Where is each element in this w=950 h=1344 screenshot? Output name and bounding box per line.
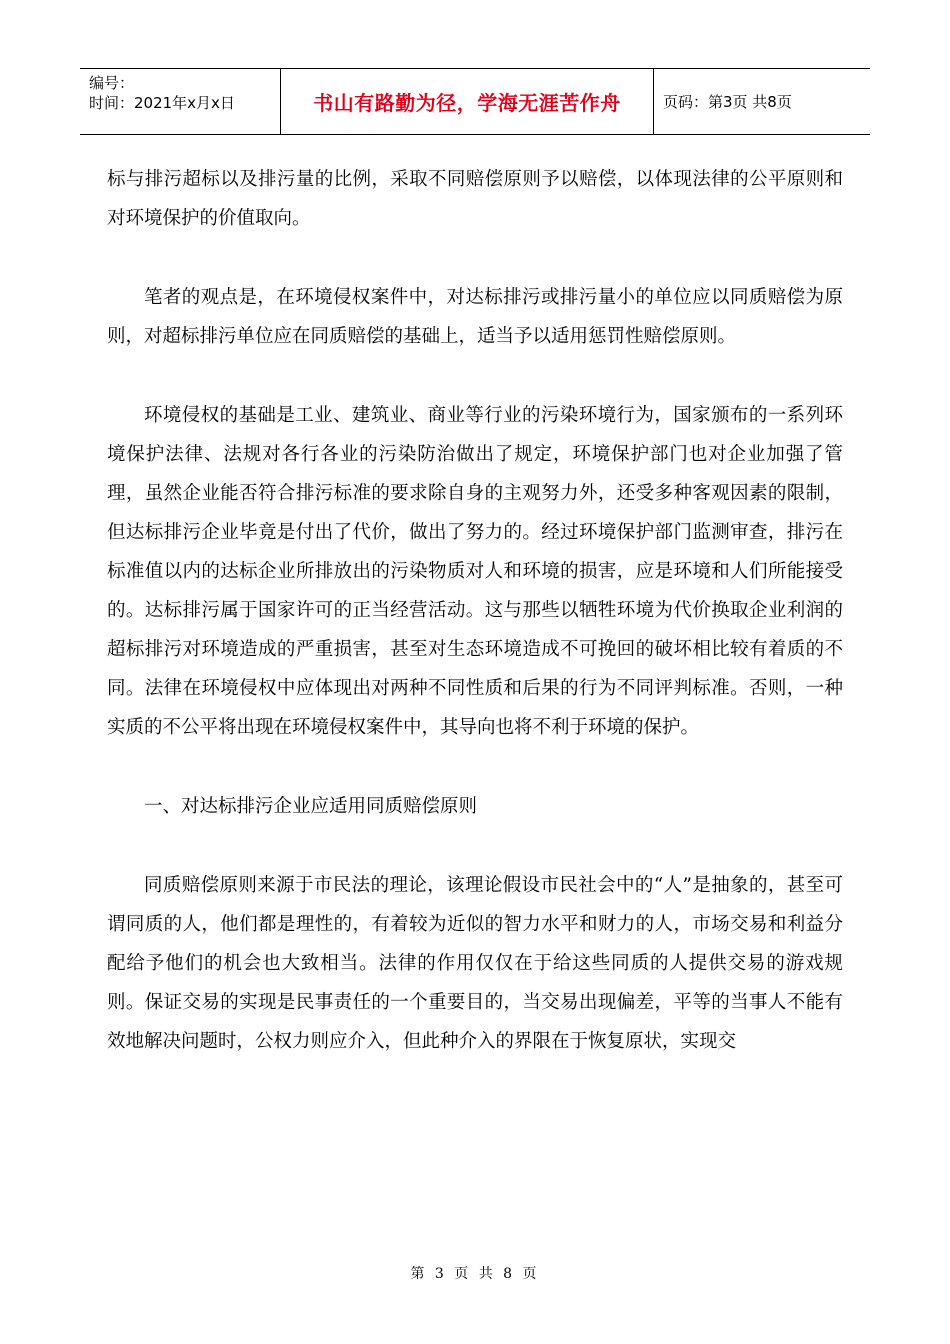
section-heading: 一、对达标排污企业应适用同质赔偿原则 (144, 796, 478, 817)
header-meta-cell (80, 69, 281, 134)
document-body (107, 160, 843, 1061)
paragraph-basis: 环境侵权的基础是工业、建筑业、商业等行业的污染环境行为，国家颁布的一系列环境保护法律、法规对各行各业的污染防治做出了规定，环境保护部门也对企业加强了管理，虽然企业能否符合排污标准的要求除自身的主观努力外，还受多种客观因素的限制，但达标排污企业毕竟是付出了代价，做出了努力的。经过环境保护部门监测审查，排污在标准值以内的达标企业所排放出的污染物质对人和环境的损害，应是环境和人们所能接受的。达标排污属于国家许可的正当经营活动。这与那些以牺牲环境为代价换取企业利润的超标排污对环境造成的严重损害，甚至对生态环境造成不可挽回的破坏相比较有着质的不同。法律在环境侵权中应体现出对两种不同性质和后果的行为不同评判标准。否则，一种实质的不公平将出现在环境侵权案件中，其导向也将不利于环境的保护。 (107, 405, 843, 738)
time-label: 时间：2021年x月x日 (89, 94, 235, 112)
page-footer: 第 3 页 共 8 页 (410, 1266, 540, 1282)
paragraph-principle: 同质赔偿原则来源于市民法的理论，该理论假设市民社会中的“人”是抽象的，甚至可谓同质的人，他们都是理性的，有着较为近似的智力水平和财力的人，市场交易和利益分配给予他们的机会也大致相当。法律的作用仅仅在于给这些同质的人提供交易的游戏规则。保证交易的实现是民事责任的一个重要目的，当交易出现偏差，平等的当事人不能有效地解决问题时，公权力则应介入，但此种介入的界限在于恢复原状，实现交 (107, 875, 843, 1052)
motto-text: 书山有路勤为径，学海无涯苦作舟 (313, 91, 621, 115)
number-label: 编号： (89, 74, 135, 92)
page-label: 页码：第3页 共8页 (663, 93, 792, 111)
document-header (80, 68, 870, 135)
paragraph-author-view: 笔者的观点是，在环境侵权案件中，对达标排污或排污量小的单位应以同质赔偿为原则，对超标排污单位应在同质赔偿的基础上，适当予以适用惩罚性赔偿原则。 (107, 287, 843, 347)
paragraph-continued: 标与排污超标以及排污量的比例，采取不同赔偿原则予以赔偿，以体现法律的公平原则和对环境保护的价值取向。 (107, 169, 843, 229)
header-motto-cell (281, 69, 654, 134)
header-page-cell (654, 69, 870, 134)
